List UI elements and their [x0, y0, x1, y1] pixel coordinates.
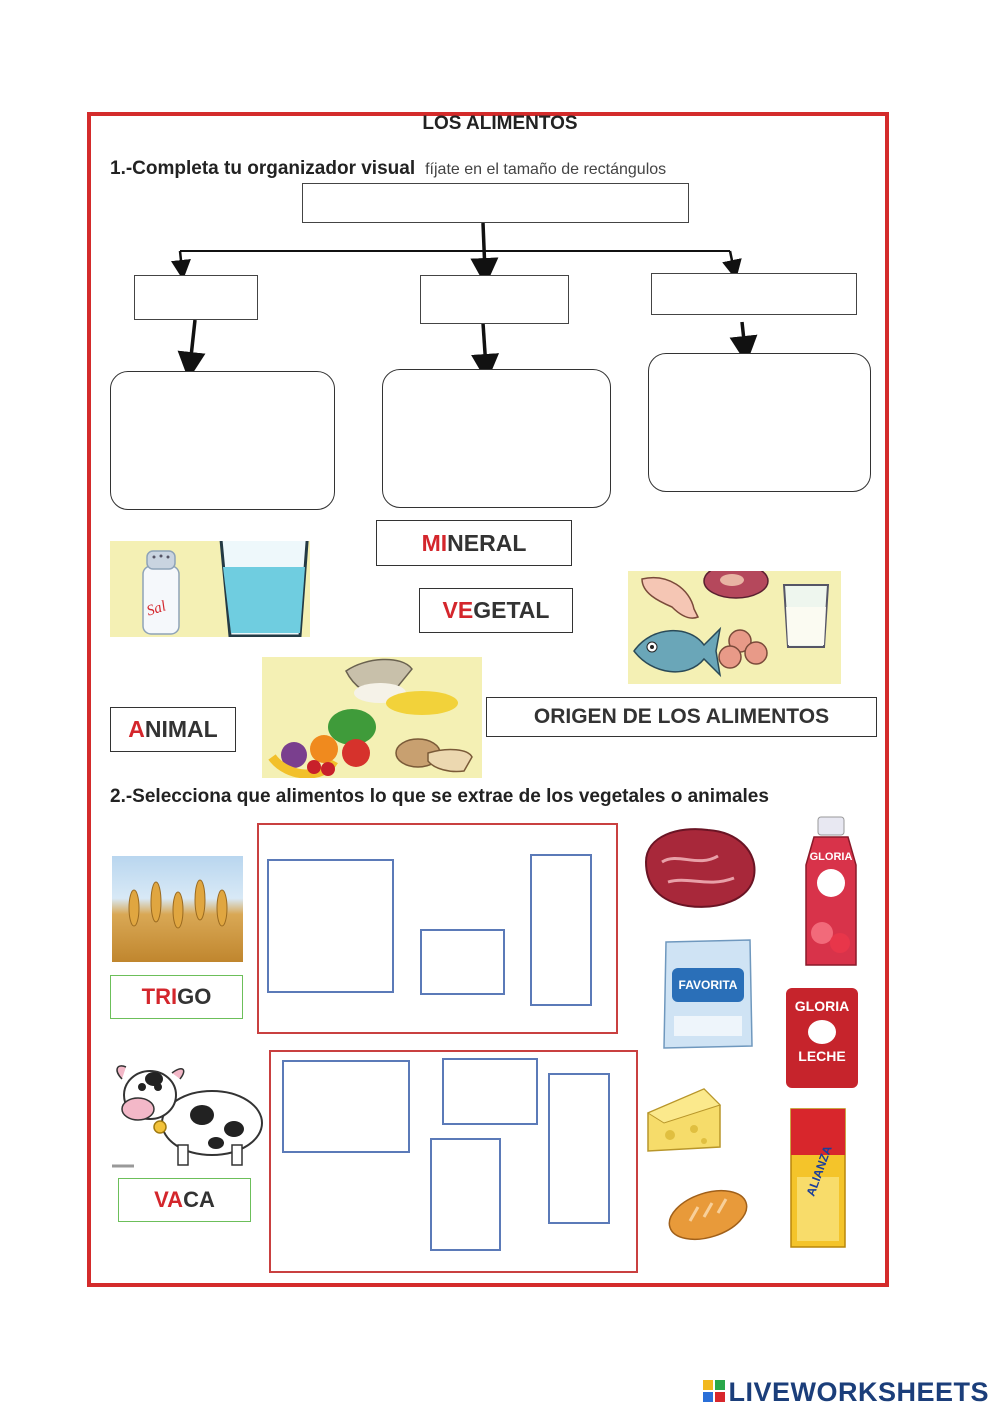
salt-water-image[interactable]	[110, 541, 310, 637]
liveworksheets-logo[interactable]	[693, 1376, 989, 1408]
vegetable-foods-illustration	[262, 657, 482, 778]
pasta-brand: ALIANZA	[803, 1143, 835, 1199]
vaca-answer-box-1[interactable]	[282, 1060, 410, 1153]
milk-can-image[interactable]	[786, 988, 858, 1088]
salt-label: Sal	[144, 598, 169, 620]
chip-animal-rest: NIMAL	[144, 716, 218, 742]
cow-illustration	[112, 1051, 268, 1169]
organizer-level2-box-center[interactable]	[420, 275, 569, 324]
organizer-top-box[interactable]	[302, 183, 689, 223]
chip-trigo[interactable]	[110, 975, 243, 1019]
liveworksheets-logo-text: LIVEWORKSHEETS	[728, 1376, 989, 1407]
chip-vegetal-highlight: VE	[442, 597, 474, 623]
chip-vaca-rest: CA	[183, 1187, 215, 1212]
question-1-hint: fíjate en el tamaño de rectángulos	[425, 161, 667, 178]
animal-foods-illustration	[628, 571, 841, 684]
chip-animal-highlight: A	[128, 716, 145, 742]
question-2: 2.-Selecciona que alimentos lo que se extrae de los vegetales o animales	[110, 786, 769, 807]
chip-mineral[interactable]	[376, 520, 572, 566]
flour-brand: FAVORITA	[678, 978, 738, 992]
chip-trigo-highlight: TRI	[141, 984, 178, 1009]
yogurt-bottle-image[interactable]	[800, 815, 862, 973]
cheese-illustration	[644, 1083, 724, 1155]
bread-image[interactable]	[666, 1185, 750, 1241]
vaca-answer-box-2[interactable]	[442, 1058, 538, 1125]
organizer-level3-box-right[interactable]	[648, 353, 871, 492]
animal-foods-image[interactable]	[628, 571, 841, 684]
yogurt-bottle-illustration	[800, 815, 862, 973]
milk-word: LECHE	[798, 1048, 846, 1064]
organizer-level2-box-left[interactable]	[134, 275, 258, 320]
chip-vaca-highlight: VA	[154, 1187, 184, 1212]
chip-origen[interactable]: ORIGEN DE LOS ALIMENTOS	[486, 697, 877, 737]
vaca-answer-box-3[interactable]	[430, 1138, 501, 1251]
beef-illustration	[638, 822, 762, 912]
vegetable-foods-image[interactable]	[262, 657, 482, 778]
chip-vegetal-rest: GETAL	[473, 597, 550, 623]
liveworksheets-logo-icon	[703, 1380, 725, 1404]
beef-image[interactable]	[638, 822, 762, 912]
chip-vaca[interactable]	[118, 1178, 251, 1222]
bread-illustration	[666, 1185, 750, 1241]
milk-brand: GLORIA	[794, 998, 850, 1014]
chip-vegetal[interactable]	[419, 588, 573, 633]
chip-animal[interactable]	[110, 707, 236, 752]
vaca-answer-box-4[interactable]	[548, 1073, 610, 1224]
question-1-text: 1.-Completa tu organizador visual	[110, 158, 416, 179]
trigo-answer-box-1[interactable]	[267, 859, 394, 993]
cheese-image[interactable]	[644, 1083, 724, 1155]
cow-image[interactable]	[112, 1051, 268, 1169]
organizer-level2-box-right[interactable]	[651, 273, 857, 315]
chip-mineral-rest: NERAL	[447, 529, 527, 556]
pasta-pack-image[interactable]	[789, 1107, 847, 1249]
yogurt-brand: GLORIA	[809, 851, 853, 863]
flour-bag-image[interactable]	[660, 934, 756, 1052]
flour-bag-illustration	[660, 934, 756, 1052]
milk-can-emblem	[808, 1020, 836, 1044]
worksheet-title: LOS ALIMENTOS	[422, 113, 578, 134]
chip-trigo-rest: GO	[177, 984, 212, 1009]
wheat-image[interactable]	[112, 856, 243, 962]
trigo-answer-box-2[interactable]	[420, 929, 505, 995]
chip-mineral-highlight: MI	[421, 529, 448, 556]
organizer-level3-box-left[interactable]	[110, 371, 335, 510]
wheat-illustration	[112, 856, 243, 962]
trigo-answer-box-3[interactable]	[530, 854, 592, 1006]
salt-water-illustration	[110, 541, 310, 637]
organizer-level3-box-center[interactable]	[382, 369, 611, 508]
